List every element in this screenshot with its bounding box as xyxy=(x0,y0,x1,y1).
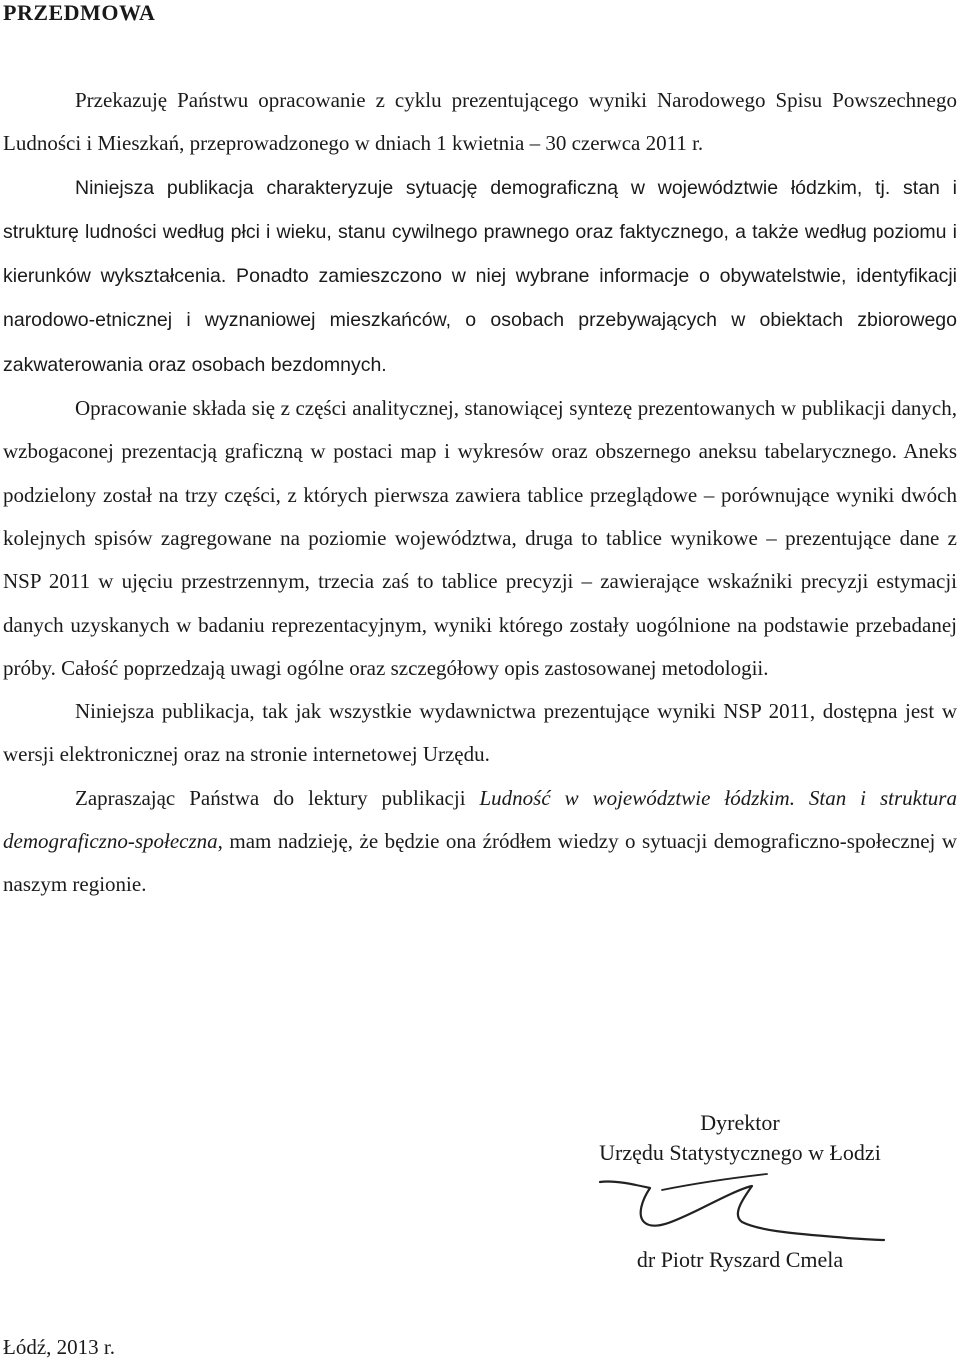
publication-title: Ludność w województwie łódzkim. Stan i struktura demograficzno-społeczna xyxy=(3,785,957,854)
paragraph-scope-part-a: Niniejsza publikacja charakteryzuje sytuację demograficzną w województwie łódzkim, tj. stan i strukturę ludności według płci i wieku, stanu cywilnego prawnego oraz faktycznego, a także według poziomu i kierunków wykształcenia. xyxy=(3,176,957,288)
signer-role: Dyrektor xyxy=(700,1110,780,1135)
place-date: Łódź, 2013 r. xyxy=(3,1335,115,1359)
paragraph-scope-part-b: Ponadto zamieszczono w niej wybrane informacje o obywatelstwie, identyfikacji narodowo-etnicznej i wyznaniowej mieszkańców, o osobach przebywających w obiektach zbiorowego zakwaterowania oraz osobach bezdomnych. xyxy=(3,265,957,376)
paragraph-availability: Niniejsza publikacja, tak jak wszystkie wydawnictwa prezentujące wyniki NSP 2011, dostępna jest w wersji elektronicznej oraz na stronie internetowej Urzędu. xyxy=(3,699,957,767)
page-heading: PRZEDMOWA xyxy=(3,0,156,25)
paragraph-scope xyxy=(3,166,957,387)
paragraph-intro: Przekazuję Państwu opracowanie z cyklu prezentującego wyniki Narodowego Spisu Powszechnego Ludności i Mieszkań, przeprowadzonego w dniach 1 kwietnia – 30 czerwca 2011 r. xyxy=(3,88,957,156)
signature-block xyxy=(560,1108,920,1168)
paragraph-structure: Opracowanie składa się z części analitycznej, stanowiącej syntezę prezentowanych w publikacji danych, wzbogaconej prezentacją graficzną w postaci map i wykresów oraz obszernego aneksu tabelarycznego. Aneks podzielony został na trzy części, z których pierwsza zawiera tablice przeglądowe – porównujące wyniki dwóch kolejnych spisów zagregowane na poziomie województwa, druga to tablice wynikowe – prezentujące dane z NSP 2011 w ujęciu przestrzennym, trzecia zaś to tablice precyzji – zawierające wskaźniki precyzji estymacji danych uzyskanych w badaniu reprezentacyjnym, wyniki którego zostały uogólnione na podstawie przebadanej próby. Całość poprzedzają uwagi ogólne oraz szczegółowy opis zastosowanej metodologii. xyxy=(3,396,957,680)
paragraph-invitation xyxy=(3,777,957,907)
handwritten-signature xyxy=(592,1160,892,1250)
invitation-text-a: Zapraszając Państwa do lektury publikacji xyxy=(75,785,480,810)
signer-name: dr Piotr Ryszard Cmela xyxy=(636,1247,844,1272)
signer-office: Urzędu Statystycznego w Łodzi xyxy=(599,1140,881,1165)
preface-body xyxy=(3,79,957,907)
invitation-text-b: , mam nadzieję, że będzie ona źródłem wiedzy o sytuacji demograficzno-społecznej w naszym regionie. xyxy=(3,829,957,897)
